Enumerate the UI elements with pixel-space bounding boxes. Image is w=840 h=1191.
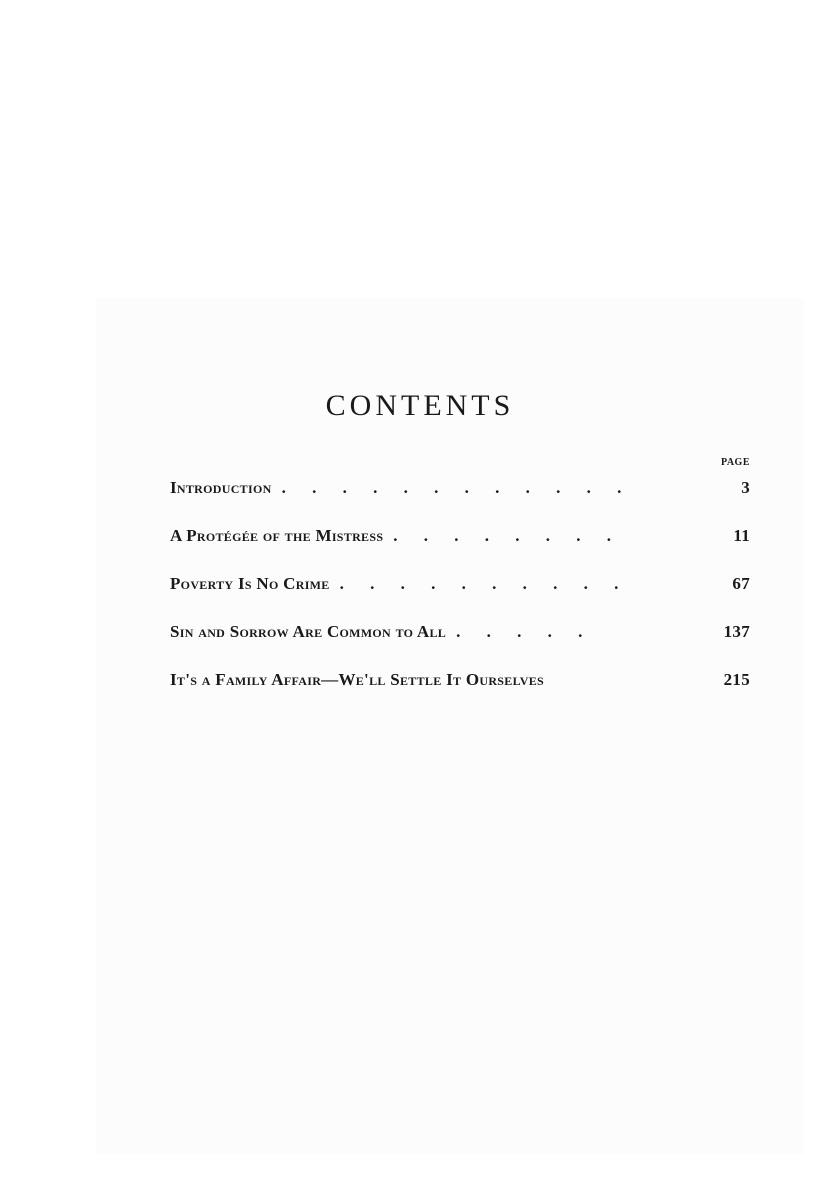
scanned-paper-area	[96, 298, 804, 1154]
toc-dot-leader: . . . . . . . . . .	[339, 574, 630, 593]
table-of-contents	[170, 478, 750, 718]
toc-entry-title: Sin and Sorrow Are Common to All	[170, 622, 447, 641]
page-column-label: PAGE	[720, 457, 750, 468]
toc-page-number: 11	[733, 526, 750, 545]
toc-entry-protegee	[170, 526, 750, 574]
toc-entry-introduction	[170, 478, 750, 526]
toc-entry-title: Poverty Is No Crime	[170, 574, 330, 593]
toc-entry-title: A Protégée of the Mistress	[170, 526, 384, 545]
toc-dot-leader: . . . . . . . . . . . .	[281, 478, 633, 497]
toc-entry-sin-and-sorrow	[170, 622, 750, 670]
toc-entry-poverty	[170, 574, 750, 622]
contents-heading: CONTENTS	[325, 389, 515, 422]
toc-page-number: 67	[732, 574, 750, 593]
toc-entry-title: Introduction	[170, 478, 272, 497]
toc-page-number: 3	[741, 478, 750, 497]
toc-entry-family-affair	[170, 670, 750, 718]
toc-dot-leader: . . . . . . . .	[393, 526, 623, 545]
toc-page-number: 137	[723, 622, 750, 641]
toc-page-number: 215	[723, 670, 750, 689]
toc-entry-title: It's a Family Affair—We'll Settle It Ourselves	[170, 670, 545, 689]
toc-dot-leader: . . . . .	[456, 622, 594, 641]
